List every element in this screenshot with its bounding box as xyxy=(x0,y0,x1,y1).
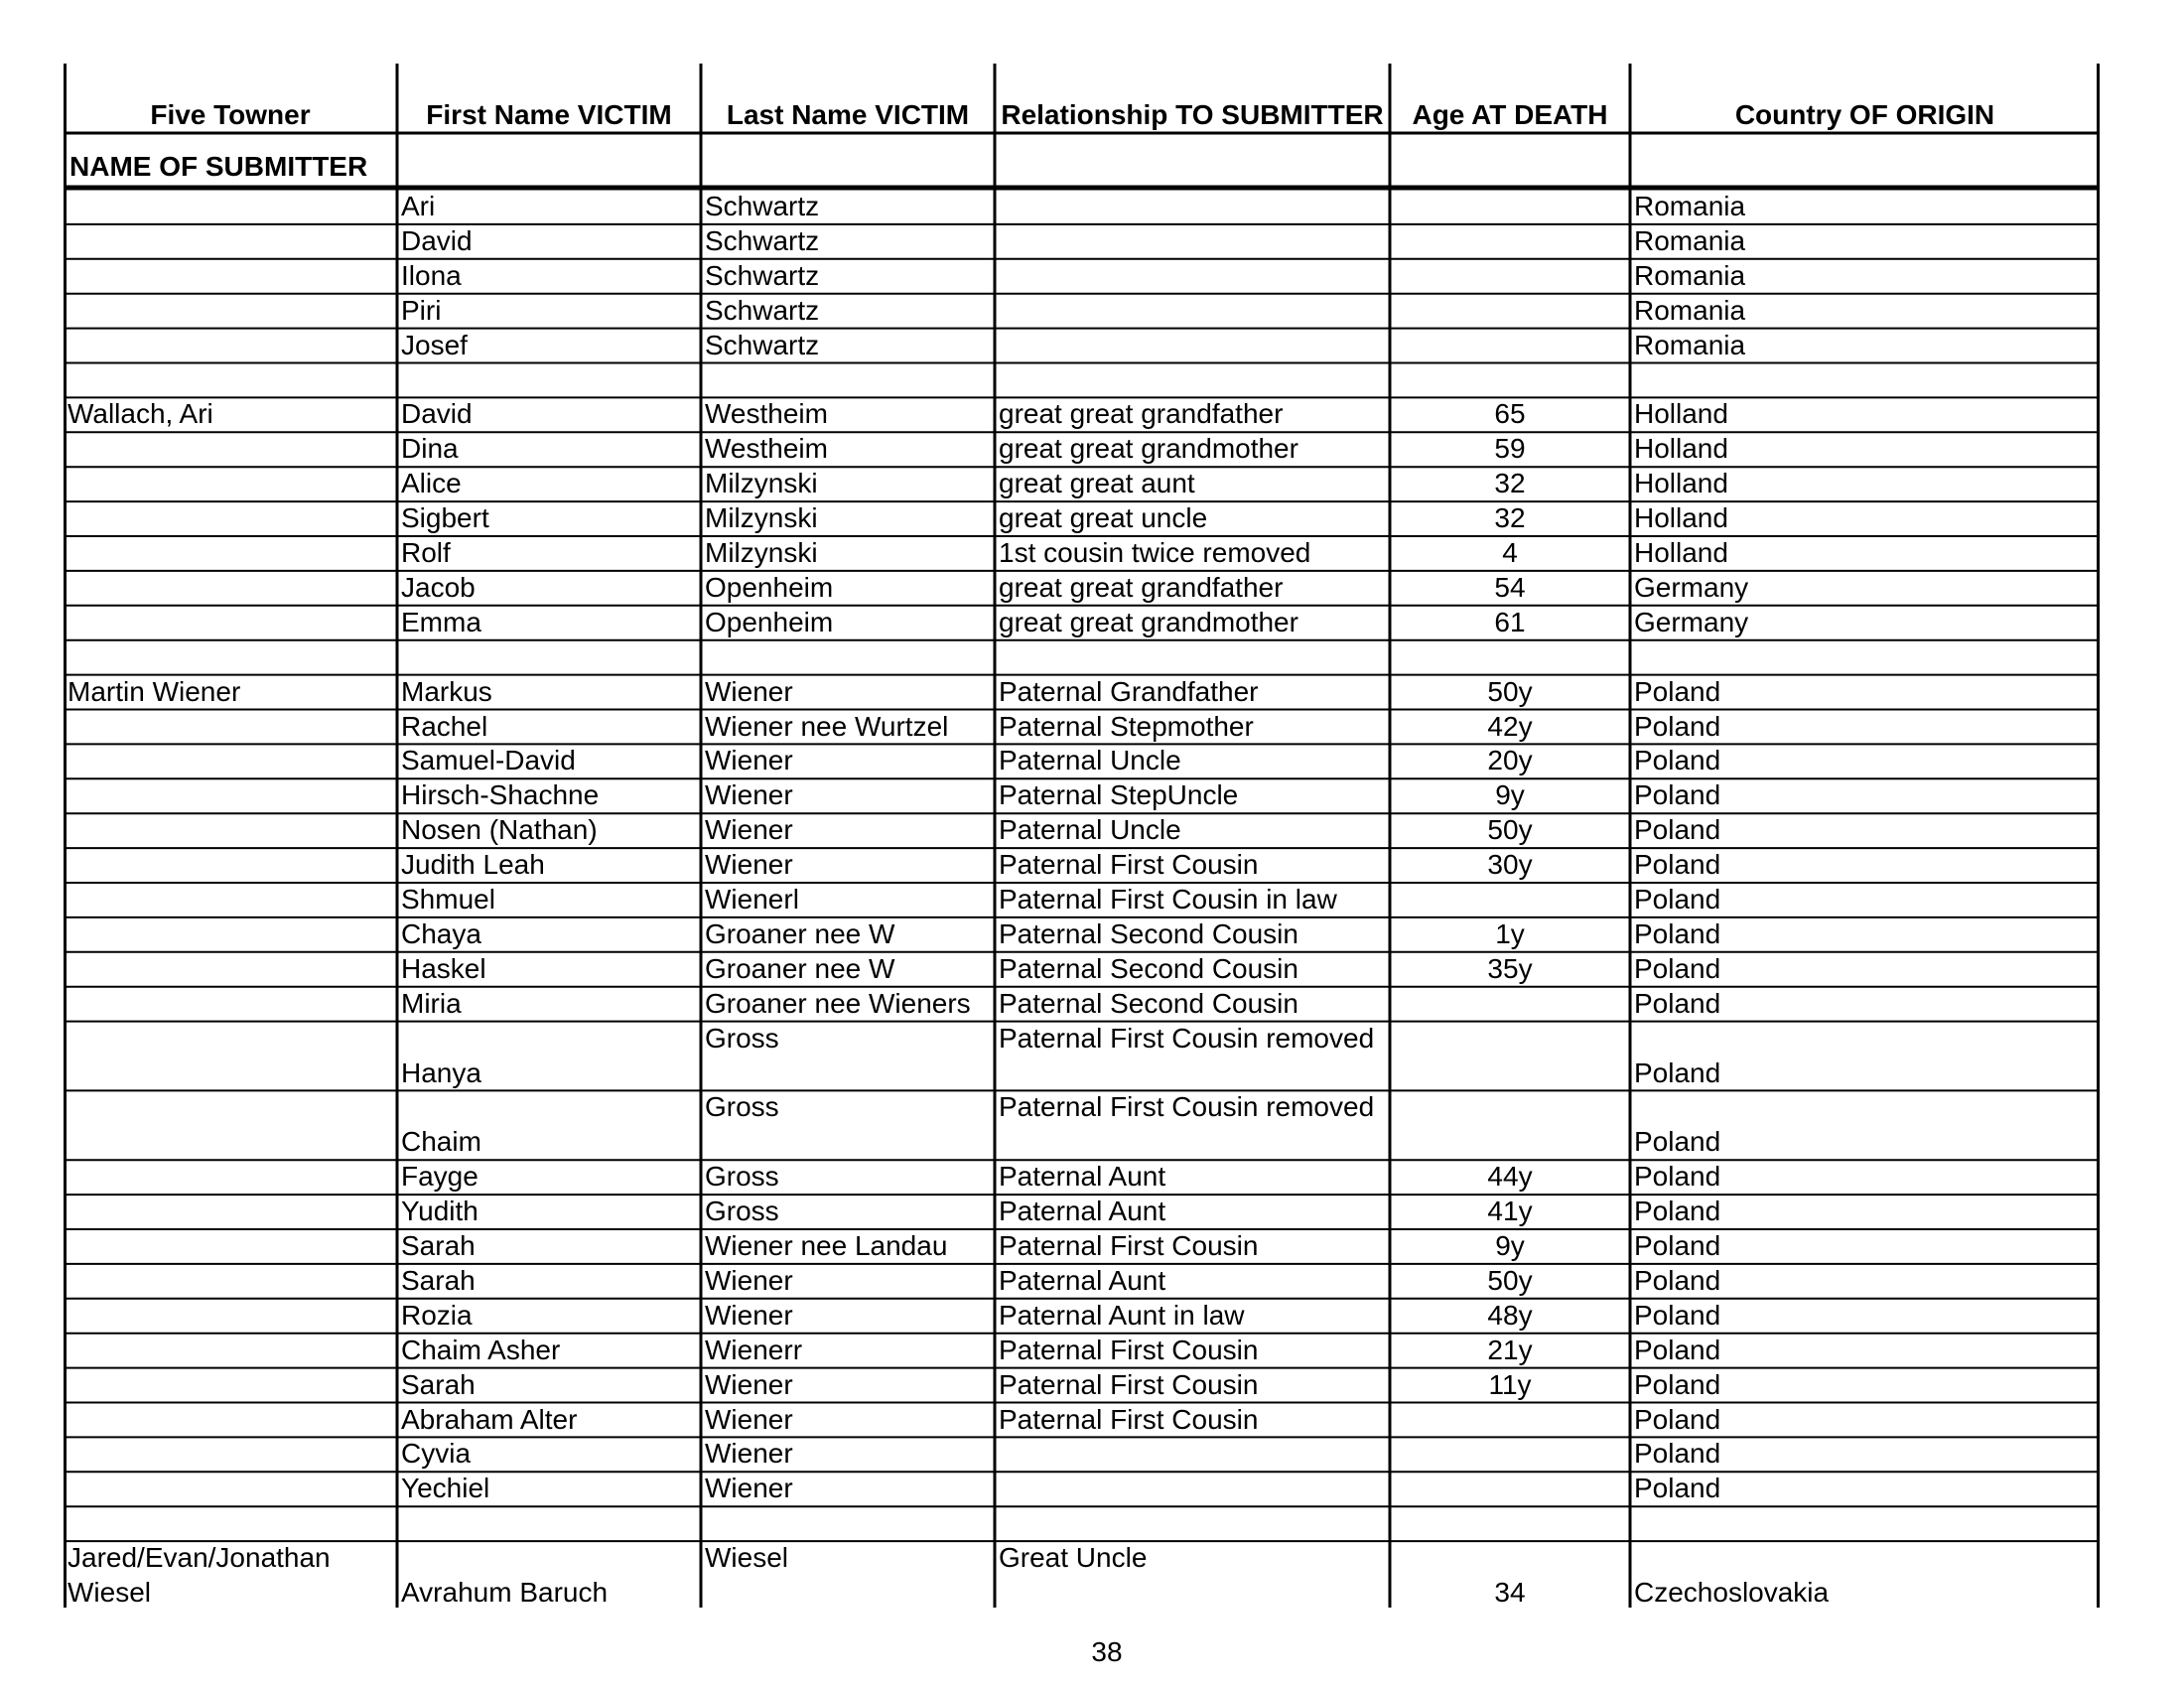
country-cell: Poland xyxy=(1634,1196,1721,1227)
last-name-cell: Wiener xyxy=(705,1369,793,1400)
first-name-cell: Ari xyxy=(401,192,436,221)
header-five-towner: Five Towner xyxy=(150,99,311,130)
last-name-cell: Gross xyxy=(705,1092,779,1123)
submitter-cell: Wallach, Ari xyxy=(68,399,213,430)
first-name-cell: Emma xyxy=(401,607,481,637)
country-cell: Romania xyxy=(1634,192,1746,221)
first-name-cell: Abraham Alter xyxy=(401,1404,578,1435)
last-name-cell: Wiener xyxy=(705,676,793,707)
country-cell: Holland xyxy=(1634,469,1728,499)
last-name-cell: Wiener xyxy=(705,1474,793,1504)
relationship-cell: Paternal First Cousin removed xyxy=(999,1092,1375,1123)
age-cell: 50y xyxy=(1487,676,1533,707)
first-name-cell: Sarah xyxy=(401,1265,476,1296)
country-cell: Poland xyxy=(1634,676,1721,707)
country-cell: Holland xyxy=(1634,503,1728,534)
country-cell: Poland xyxy=(1634,1231,1721,1261)
last-name-cell: Wiener xyxy=(705,780,793,811)
last-name-cell: Wiener xyxy=(705,1404,793,1435)
first-name-cell: Piri xyxy=(401,295,442,326)
first-name-cell: Chaim Asher xyxy=(401,1335,561,1365)
country-cell: Poland xyxy=(1634,815,1721,846)
first-name-cell: Haskel xyxy=(401,953,486,984)
relationship-cell: great great grandmother xyxy=(999,434,1298,465)
country-cell: Poland xyxy=(1634,850,1721,881)
relationship-cell: Paternal Aunt xyxy=(999,1162,1166,1193)
first-name-cell: Chaim xyxy=(401,1127,481,1158)
last-name-cell: Schwartz xyxy=(705,295,820,326)
relationship-cell: 1st cousin twice removed xyxy=(999,538,1311,568)
country-cell: Germany xyxy=(1634,572,1749,603)
header-last-name: Last Name VICTIM xyxy=(726,99,970,130)
last-name-cell: Groaner nee W xyxy=(705,953,895,984)
age-cell: 9y xyxy=(1495,780,1525,811)
country-cell: Poland xyxy=(1634,1162,1721,1193)
submitter-cell-line2: Wiesel xyxy=(68,1578,152,1608)
page-number: 38 xyxy=(1091,1636,1123,1667)
country-cell: Poland xyxy=(1634,711,1721,742)
age-cell: 34 xyxy=(1494,1578,1526,1608)
relationship-cell: Paternal Uncle xyxy=(999,815,1181,846)
age-cell: 21y xyxy=(1487,1335,1533,1365)
age-cell: 41y xyxy=(1487,1196,1533,1227)
age-cell: 54 xyxy=(1494,572,1526,603)
last-name-cell: Wienerl xyxy=(705,885,799,914)
relationship-cell: Paternal Aunt xyxy=(999,1196,1166,1227)
country-cell: Germany xyxy=(1634,607,1749,637)
age-cell: 30y xyxy=(1487,850,1533,881)
last-name-cell: Openheim xyxy=(705,572,834,603)
first-name-cell: Yechiel xyxy=(401,1474,490,1504)
header-first-name: First Name VICTIM xyxy=(426,99,672,130)
country-cell: Poland xyxy=(1634,1439,1721,1470)
country-cell: Poland xyxy=(1634,988,1721,1019)
first-name-cell: Chaya xyxy=(401,918,481,949)
last-name-cell: Wiener nee Landau xyxy=(705,1231,948,1261)
relationship-cell: Great Uncle xyxy=(999,1543,1148,1574)
relationship-cell: Paternal Stepmother xyxy=(999,711,1254,742)
first-name-cell: Alice xyxy=(401,469,462,499)
submitter-cell: Jared/Evan/Jonathan xyxy=(68,1543,331,1574)
age-cell: 44y xyxy=(1487,1162,1533,1193)
age-cell: 35y xyxy=(1487,953,1533,984)
age-cell: 65 xyxy=(1494,399,1526,430)
first-name-cell: Jacob xyxy=(401,572,476,603)
first-name-cell: Hanya xyxy=(401,1057,481,1088)
table-sheet xyxy=(64,64,2100,1608)
relationship-cell: Paternal StepUncle xyxy=(999,780,1239,811)
age-cell: 32 xyxy=(1494,503,1526,534)
first-name-cell: Sigbert xyxy=(401,503,489,534)
first-name-cell: Ilona xyxy=(401,260,462,291)
relationship-cell: great great uncle xyxy=(999,503,1208,534)
first-name-cell: Rachel xyxy=(401,711,488,742)
relationship-cell: great great grandfather xyxy=(999,572,1284,603)
relationship-cell: Paternal First Cousin xyxy=(999,1404,1259,1435)
first-name-cell: Judith Leah xyxy=(401,850,545,881)
first-name-cell: Sarah xyxy=(401,1231,476,1261)
first-name-cell: Samuel-David xyxy=(401,746,576,776)
last-name-cell: Openheim xyxy=(705,607,834,637)
first-name-cell: Josef xyxy=(401,330,468,360)
last-name-cell: Groaner nee Wieners xyxy=(705,988,971,1019)
last-name-cell: Milzynski xyxy=(705,538,818,568)
first-name-cell: Miria xyxy=(401,988,462,1019)
country-cell: Holland xyxy=(1634,538,1728,568)
first-name-cell: Sarah xyxy=(401,1369,476,1400)
country-cell: Poland xyxy=(1634,1369,1721,1400)
relationship-cell: Paternal First Cousin xyxy=(999,1369,1259,1400)
last-name-cell: Westheim xyxy=(705,399,828,430)
relationship-cell: Paternal Aunt in law xyxy=(999,1300,1245,1331)
last-name-cell: Schwartz xyxy=(705,330,820,360)
age-cell: 61 xyxy=(1494,607,1526,637)
country-cell: Poland xyxy=(1634,1300,1721,1331)
first-name-cell: Fayge xyxy=(401,1162,478,1193)
relationship-cell: Paternal First Cousin xyxy=(999,850,1259,881)
last-name-cell: Wiener xyxy=(705,1265,793,1296)
relationship-cell: Paternal Aunt xyxy=(999,1265,1166,1296)
country-cell: Czechoslovakia xyxy=(1634,1578,1830,1608)
age-cell: 50y xyxy=(1487,1265,1533,1296)
last-name-cell: Milzynski xyxy=(705,469,818,499)
country-cell: Poland xyxy=(1634,746,1721,776)
relationship-cell: Paternal Second Cousin xyxy=(999,988,1298,1019)
relationship-cell: Paternal Uncle xyxy=(999,746,1181,776)
last-name-cell: Schwartz xyxy=(705,192,820,221)
age-cell: 32 xyxy=(1494,469,1526,499)
relationship-cell: Paternal First Cousin in law xyxy=(999,885,1337,914)
relationship-cell: great great aunt xyxy=(999,469,1195,499)
last-name-cell: Wienerr xyxy=(705,1335,803,1365)
last-name-cell: Milzynski xyxy=(705,503,818,534)
last-name-cell: Wiesel xyxy=(705,1543,789,1574)
last-name-cell: Wiener xyxy=(705,850,793,881)
relationship-cell: great great grandmother xyxy=(999,607,1298,637)
last-name-cell: Gross xyxy=(705,1196,779,1227)
last-name-cell: Wiener xyxy=(705,746,793,776)
age-cell: 42y xyxy=(1487,711,1533,742)
last-name-cell: Gross xyxy=(705,1023,779,1054)
last-name-cell: Wiener xyxy=(705,815,793,846)
country-cell: Poland xyxy=(1634,780,1721,811)
first-name-cell: Yudith xyxy=(401,1196,478,1227)
last-name-cell: Schwartz xyxy=(705,225,820,256)
first-name-cell: Rolf xyxy=(401,538,451,568)
last-name-cell: Wiener xyxy=(705,1439,793,1470)
country-cell: Poland xyxy=(1634,1057,1721,1088)
age-cell: 48y xyxy=(1487,1300,1533,1331)
header-country: Country OF ORIGIN xyxy=(1734,99,1995,130)
country-cell: Poland xyxy=(1634,953,1721,984)
age-cell: 50y xyxy=(1487,815,1533,846)
country-cell: Poland xyxy=(1634,885,1721,914)
first-name-cell: Shmuel xyxy=(401,885,495,914)
country-cell: Romania xyxy=(1634,260,1746,291)
first-name-cell: Avrahum Baruch xyxy=(401,1578,609,1608)
country-cell: Romania xyxy=(1634,330,1746,360)
last-name-cell: Wiener xyxy=(705,1300,793,1331)
country-cell: Poland xyxy=(1634,1265,1721,1296)
country-cell: Poland xyxy=(1634,1127,1721,1158)
first-name-cell: David xyxy=(401,399,473,430)
header-age: Age AT DEATH xyxy=(1412,99,1608,130)
last-name-cell: Schwartz xyxy=(705,260,820,291)
age-cell: 9y xyxy=(1495,1231,1525,1261)
first-name-cell: Hirsch-Shachne xyxy=(401,780,600,811)
last-name-cell: Westheim xyxy=(705,434,828,465)
relationship-cell: Paternal Second Cousin xyxy=(999,953,1298,984)
country-cell: Poland xyxy=(1634,1474,1721,1504)
relationship-cell: Paternal First Cousin xyxy=(999,1231,1259,1261)
last-name-cell: Groaner nee W xyxy=(705,918,895,949)
first-name-cell: David xyxy=(401,225,473,256)
header-relationship: Relationship TO SUBMITTER xyxy=(1001,99,1384,130)
header-name-of-submitter: NAME OF SUBMITTER xyxy=(69,151,368,182)
country-cell: Poland xyxy=(1634,1335,1721,1365)
relationship-cell: great great grandfather xyxy=(999,399,1284,430)
country-cell: Poland xyxy=(1634,918,1721,949)
age-cell: 1y xyxy=(1495,918,1525,949)
age-cell: 59 xyxy=(1494,434,1526,465)
submitter-cell: Martin Wiener xyxy=(68,676,241,707)
country-cell: Holland xyxy=(1634,434,1728,465)
country-cell: Romania xyxy=(1634,225,1746,256)
relationship-cell: Paternal Second Cousin xyxy=(999,918,1298,949)
relationship-cell: Paternal First Cousin xyxy=(999,1335,1259,1365)
age-cell: 11y xyxy=(1488,1369,1532,1400)
last-name-cell: Gross xyxy=(705,1162,779,1193)
first-name-cell: Nosen (Nathan) xyxy=(401,815,598,846)
country-cell: Holland xyxy=(1634,399,1728,430)
first-name-cell: Markus xyxy=(401,676,492,707)
first-name-cell: Cyvia xyxy=(401,1439,472,1470)
relationship-cell: Paternal Grandfather xyxy=(999,676,1259,707)
first-name-cell: Rozia xyxy=(401,1300,473,1331)
country-cell: Romania xyxy=(1634,295,1746,326)
age-cell: 4 xyxy=(1502,538,1518,568)
relationship-cell: Paternal First Cousin removed xyxy=(999,1023,1375,1054)
age-cell: 20y xyxy=(1487,746,1533,776)
first-name-cell: Dina xyxy=(401,434,459,465)
last-name-cell: Wiener nee Wurtzel xyxy=(705,711,949,742)
country-cell: Poland xyxy=(1634,1404,1721,1435)
